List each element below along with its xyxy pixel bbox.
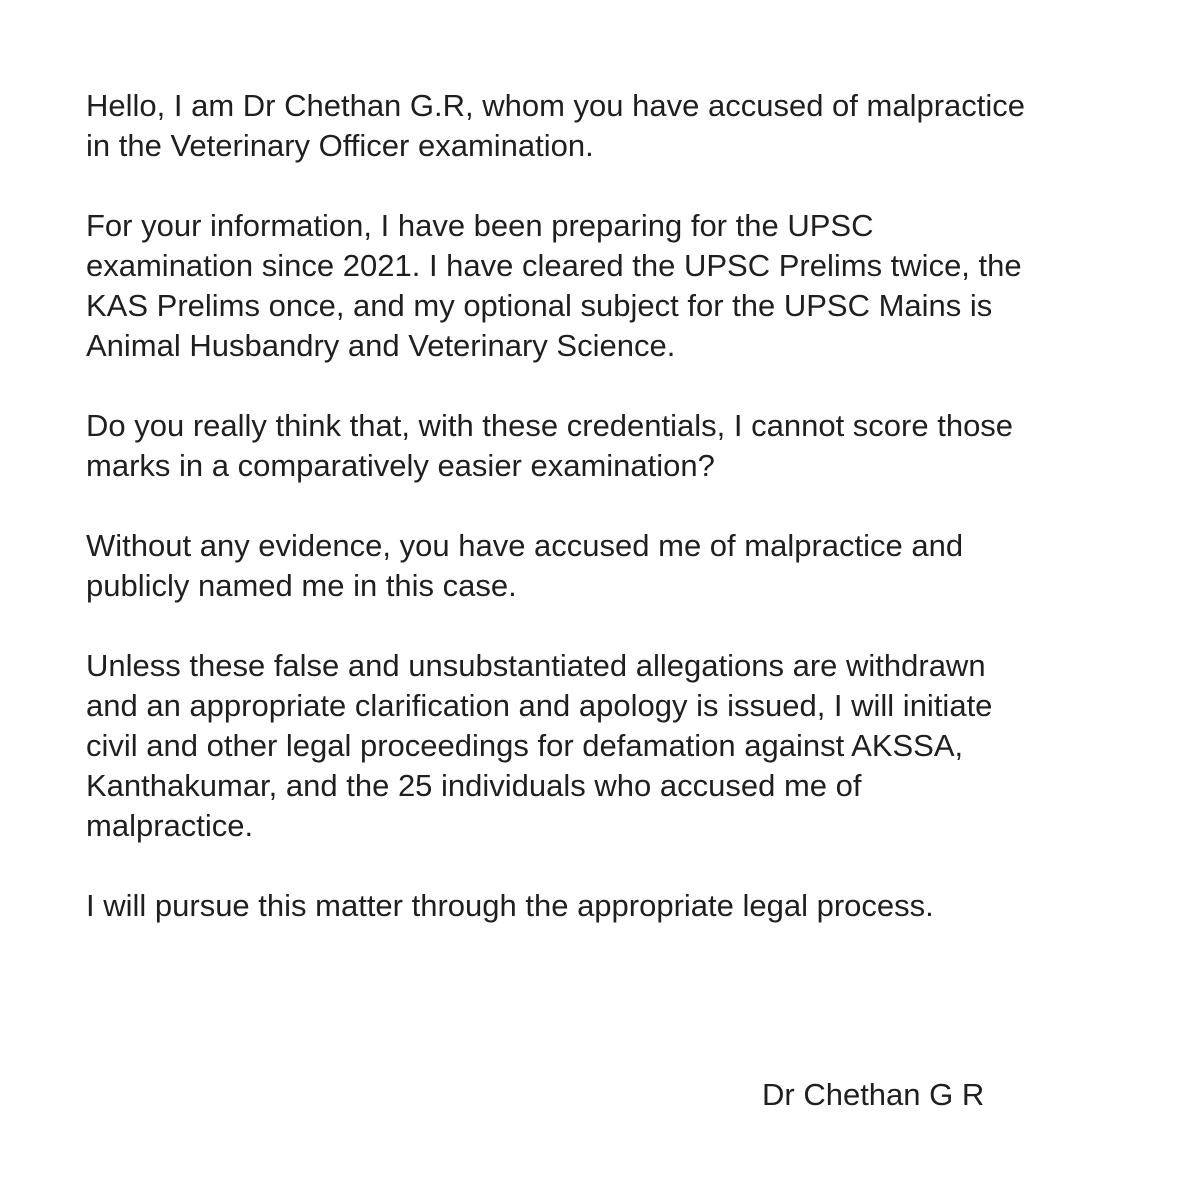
paragraph-line: KAS Prelims once, and my optional subject for the UPSC Mains is bbox=[86, 288, 993, 323]
paragraph-line: I will pursue this matter through the appropriate legal process. bbox=[86, 888, 934, 923]
paragraph-line: malpractice. bbox=[86, 808, 254, 843]
paragraph-line: Without any evidence, you have accused me of malpractice and bbox=[86, 528, 964, 563]
paragraph-line: in the Veterinary Officer examination. bbox=[86, 128, 594, 163]
paragraph-accusation bbox=[86, 526, 1146, 606]
paragraph-greeting bbox=[86, 86, 1146, 166]
signature: Dr Chethan G R bbox=[762, 1077, 985, 1112]
paragraph-line: publicly named me in this case. bbox=[86, 568, 517, 603]
paragraph-line: Hello, I am Dr Chethan G.R, whom you have accused of malpractice bbox=[86, 88, 1026, 123]
paragraph-legal-warning bbox=[86, 646, 1146, 846]
paragraph-line: Animal Husbandry and Veterinary Science. bbox=[86, 328, 676, 363]
paragraph-line: examination since 2021. I have cleared the UPSC Prelims twice, the bbox=[86, 248, 1022, 283]
paragraph-closing bbox=[86, 886, 1146, 926]
paragraph-line: civil and other legal proceedings for defamation against AKSSA, bbox=[86, 728, 964, 763]
paragraph-question bbox=[86, 406, 1146, 486]
paragraph-credentials bbox=[86, 206, 1146, 366]
paragraph-line: Kanthakumar, and the 25 individuals who accused me of bbox=[86, 768, 862, 803]
paragraph-line: Unless these false and unsubstantiated allegations are withdrawn bbox=[86, 648, 986, 683]
paragraph-line: and an appropriate clarification and apology is issued, I will initiate bbox=[86, 688, 993, 723]
letter-body bbox=[86, 86, 1146, 966]
paragraph-line: Do you really think that, with these credentials, I cannot score those bbox=[86, 408, 1014, 443]
paragraph-line: marks in a comparatively easier examination? bbox=[86, 448, 715, 483]
paragraph-line: For your information, I have been preparing for the UPSC bbox=[86, 208, 874, 243]
